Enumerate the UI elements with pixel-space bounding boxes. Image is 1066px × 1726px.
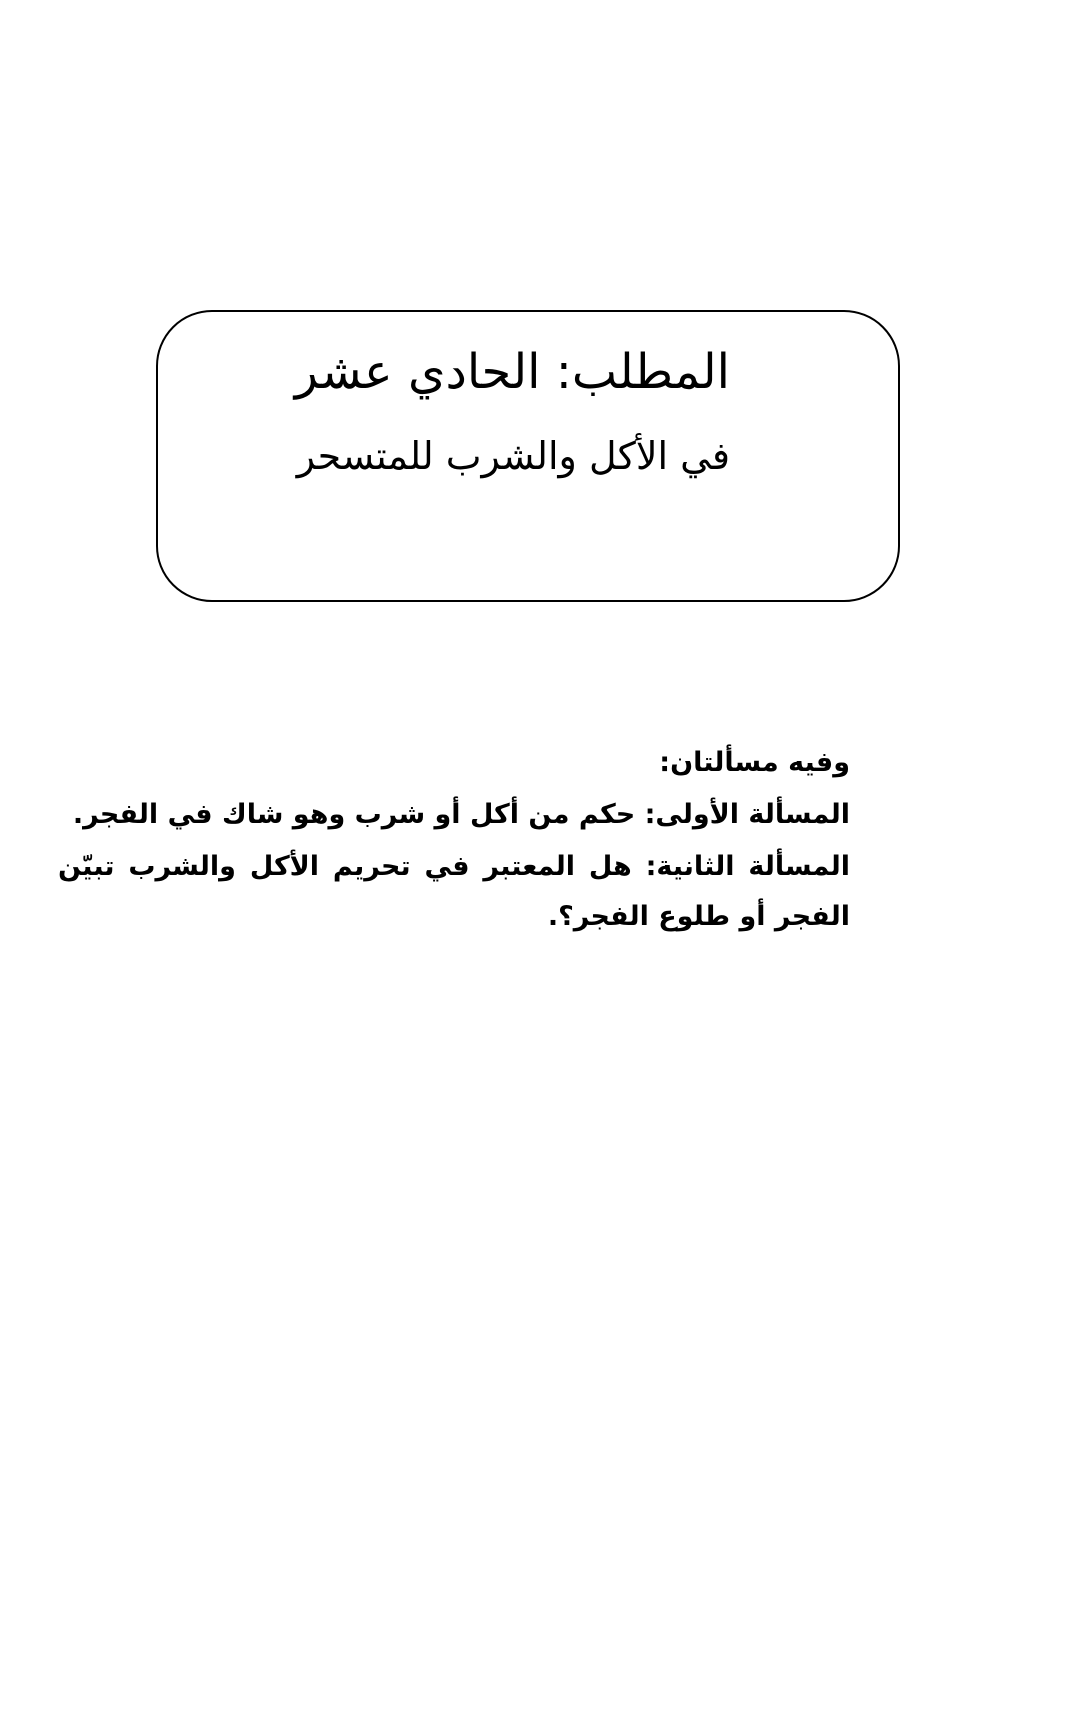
question-text-1: حكم من أكل أو شرب وهو شاك في الفجر. (72, 799, 645, 830)
question-label-2: المسألة الثانية: (645, 851, 850, 882)
question-item-2 (58, 842, 850, 942)
section-title: المطلب: الحادي عشر (294, 344, 730, 400)
question-label-1: المسألة الأولى: (644, 799, 850, 830)
question-text-2: هل المعتبر في تحريم الأكل والشرب تبيّن الفجر أو طلوع الفجر؟. (58, 851, 850, 932)
section-heading-box (156, 310, 900, 602)
questions-block (58, 738, 850, 944)
section-subtitle: في الأكل والشرب للمتسحر (296, 434, 730, 478)
questions-intro: وفيه مسألتان: (659, 747, 850, 778)
question-item-1 (58, 790, 850, 840)
